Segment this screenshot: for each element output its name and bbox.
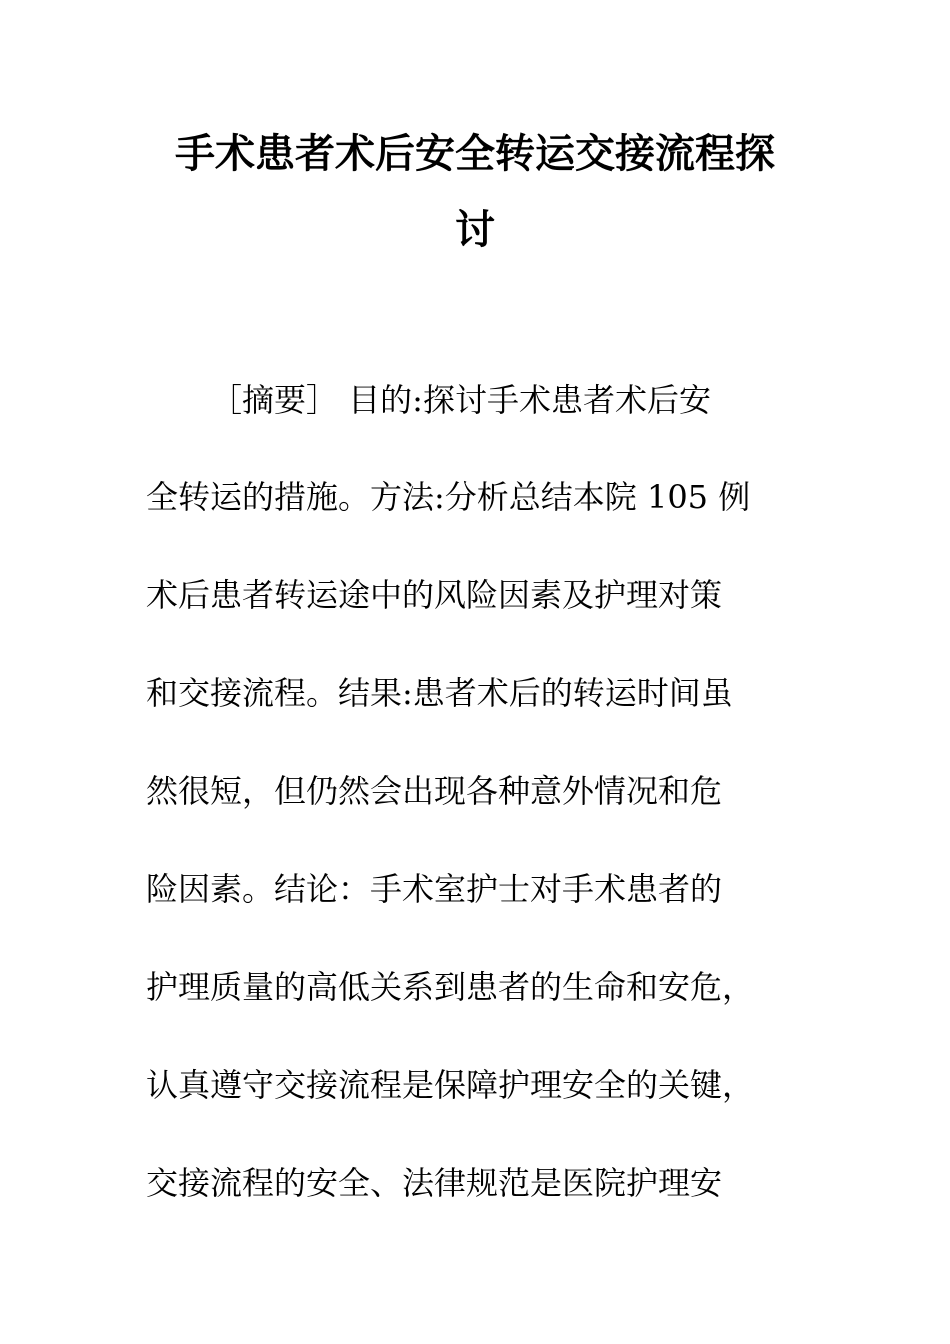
document-title-line-2: 讨 <box>455 206 495 253</box>
abstract-line-6: 险因素。结论：手术室护士对手术患者的 <box>146 870 723 908</box>
abstract-line-8: 认真遵守交接流程是保障护理安全的关键， <box>146 1066 755 1104</box>
document-title-line-1: 手术患者术后安全转运交接流程探 <box>175 130 775 177</box>
abstract-line-1: ［摘要］ 目的:探讨手术患者术后安 <box>210 381 711 419</box>
abstract-line-4: 和交接流程。结果:患者术后的转运时间虽 <box>146 674 733 712</box>
abstract-line-2: 全转运的措施。方法:分析总结本院 105 例 <box>146 478 751 516</box>
abstract-line-9: 交接流程的安全、法律规范是医院护理安 <box>146 1164 723 1202</box>
abstract-line-5: 然很短，但仍然会出现各种意外情况和危 <box>146 772 723 810</box>
abstract-line-3: 术后患者转运途中的风险因素及护理对策 <box>146 576 723 614</box>
abstract-line-7: 护理质量的高低关系到患者的生命和安危， <box>146 968 755 1006</box>
